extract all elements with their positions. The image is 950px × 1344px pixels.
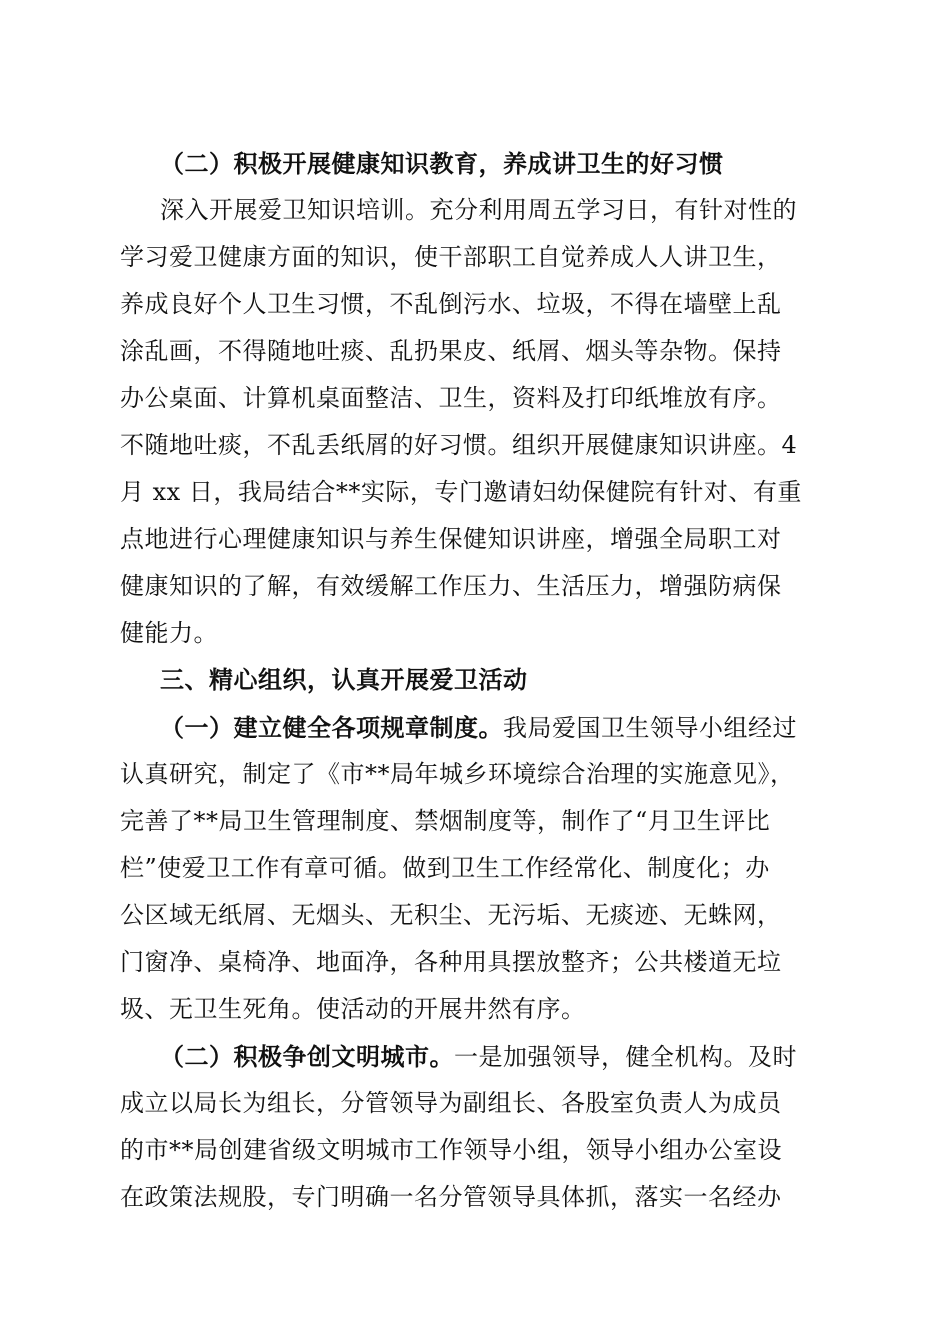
paragraph-line: 门窗净、桌椅净、地面净，各种用具摆放整齐；公共楼道无垃	[120, 948, 782, 976]
paragraph-lead: （一）建立健全各项规章制度。	[160, 713, 503, 742]
paragraph-line: 认真研究，制定了《市**局年城乡环境综合治理的实施意见》，	[120, 760, 795, 788]
paragraph-line: 栏”使爱卫工作有章可循。做到卫生工作经常化、制度化；办	[120, 854, 770, 882]
paragraph-line: 不随地吐痰，不乱丢纸屑的好习惯。组织开展健康知识讲座。4	[120, 431, 798, 459]
paragraph-line: 圾、无卫生死角。使活动的开展井然有序。	[120, 995, 586, 1023]
paragraph-line: 公区域无纸屑、无烟头、无积尘、无污垢、无痰迹、无蛛网，	[120, 901, 782, 929]
paragraph-line	[120, 704, 830, 751]
section-heading-activities: 三、精心组织，认真开展爱卫活动	[160, 666, 528, 694]
paragraph-line: 办公桌面、计算机桌面整洁、卫生，资料及打印纸堆放有序。	[120, 384, 782, 412]
paragraph-line: 学习爱卫健康方面的知识，使干部职工自觉养成人人讲卫生，	[120, 243, 782, 271]
paragraph-line: 在政策法规股，专门明确一名分管领导具体抓，落实一名经办	[120, 1183, 782, 1211]
paragraph-line: 成立以局长为组长，分管领导为副组长、各股室负责人为成员	[120, 1089, 782, 1117]
paragraph-line	[120, 1033, 830, 1080]
document-body	[120, 140, 830, 1221]
paragraph-line: 深入开展爱卫知识培训。充分利用周五学习日，有针对性的	[160, 196, 797, 224]
paragraph-line: 点地进行心理健康知识与养生保健知识讲座，增强全局职工对	[120, 525, 782, 553]
paragraph-line: 的市**局创建省级文明城市工作领导小组，领导小组办公室设	[120, 1136, 782, 1164]
paragraph-lead: （二）积极争创文明城市。	[160, 1042, 454, 1071]
paragraph-health-training	[120, 187, 830, 657]
paragraph-line: 月 xx 日，我局结合**实际，专门邀请妇幼保健院有针对、有重	[120, 478, 802, 506]
paragraph-text: 我局爱国卫生领导小组经过	[503, 714, 797, 742]
paragraph-line: 养成良好个人卫生习惯，不乱倒污水、垃圾，不得在墙壁上乱	[120, 290, 782, 318]
paragraph-regulations	[120, 704, 830, 1033]
paragraph-civilized-city	[120, 1033, 830, 1221]
section-heading-health-education: （二）积极开展健康知识教育，养成讲卫生的好习惯	[160, 149, 724, 178]
paragraph-line: 完善了**局卫生管理制度、禁烟制度等，制作了“月卫生评比	[120, 807, 771, 835]
paragraph-text: 一是加强领导，健全机构。及时	[454, 1043, 797, 1071]
paragraph-line: 健能力。	[120, 619, 218, 647]
paragraph-line: 健康知识的了解，有效缓解工作压力、生活压力，增强防病保	[120, 572, 782, 600]
paragraph-line: 涂乱画，不得随地吐痰、乱扔果皮、纸屑、烟头等杂物。保持	[120, 337, 782, 365]
